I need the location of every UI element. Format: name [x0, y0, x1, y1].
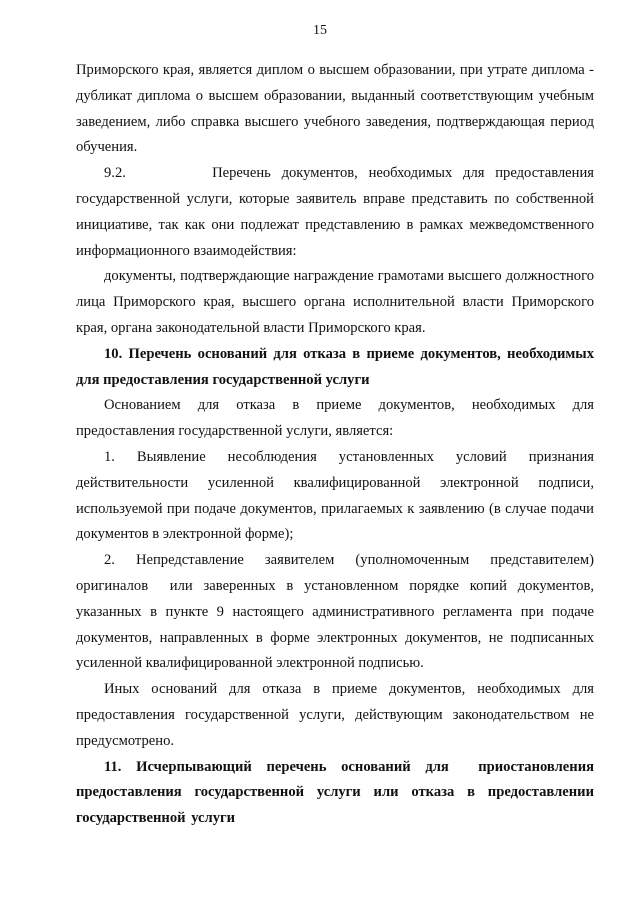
- paragraph-no-other-grounds: Иных оснований для отказа в приеме документов, необходимых для предоставления государственной услуги, действующим законодательством не предусмотрено.: [76, 681, 594, 749]
- paragraph-refusal-grounds: Основанием для отказа в приеме документов, необходимых для предоставления государственной услуги, является:: [76, 397, 594, 440]
- paragraph-documents-awards: документы, подтверждающие награждение грамотами высшего должностного лица Приморского края, высшего органа исполнительной власти Приморского края, органа законодательной власти Приморского края.: [76, 268, 594, 336]
- paragraph-diploma: Приморского края, является диплом о высшем образовании, при утрате диплома - дубликат диплома о высшем образовании, выданный соответствующим учебным заведением, либо справка высшего учебного заведения, подтверждающая период обучения.: [76, 62, 594, 156]
- paragraph-9-2: 9.2. Перечень документов, необходимых для предоставления государственной услуги, которые заявитель вправе представить по собственной инициативе, так как они подлежат представлению в рамках межведомственного информационного взаимодействия:: [76, 165, 598, 259]
- section-heading-11: 11. Исчерпывающий перечень оснований для приостановления предоставления государственной услуги или отказа в предоставлении государственной услуги: [76, 758, 600, 827]
- section-heading-10: 10. Перечень оснований для отказа в приеме документов, необходимых для предоставления государственной услуги: [76, 345, 594, 388]
- list-item-2: 2. Непредставление заявителем (уполномоченным представителем) оригиналов или заверенных в установленном порядке копий документов, указанных в пункте 9 настоящего административного регламента при подаче документов, направленных в форме электронных документов, не подписанных усиленной квалифицированной электронной подписью.: [76, 552, 598, 672]
- document-body: [76, 58, 600, 832]
- page-number: 15: [313, 23, 327, 38]
- list-item-1: 1. Выявление несоблюдения установленных условий признания действительности усиленной квалифицированной электронной подписи, используемой при подаче документов, прилагаемых к заявлению (в случае подачи документов в электронной форме);: [76, 448, 594, 543]
